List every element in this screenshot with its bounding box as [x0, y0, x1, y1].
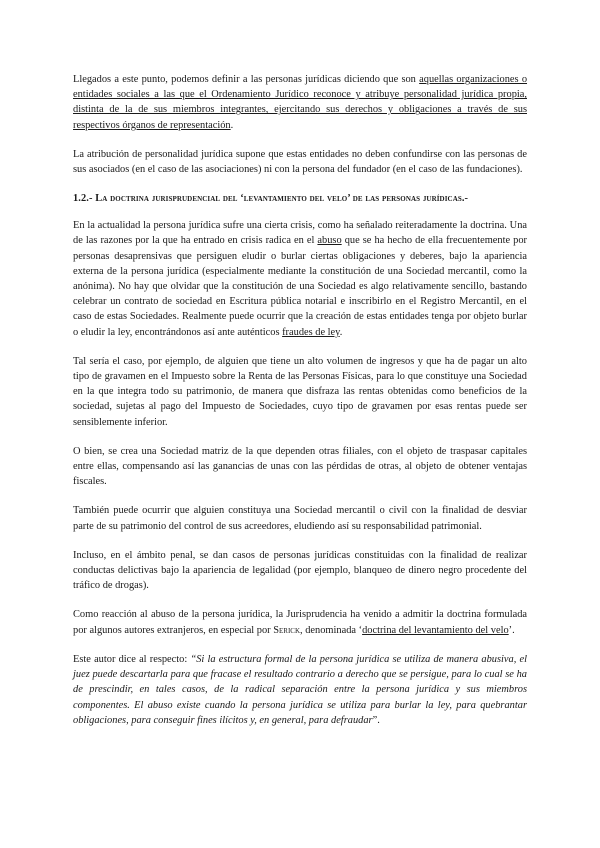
paragraph-crisis [73, 218, 527, 340]
section-number: 1.2.- [73, 193, 93, 205]
paragraph-definition [73, 72, 527, 133]
paragraph-example-matriz: O bien, se crea una Sociedad matriz de la que dependen otras filiales, con el objeto de traspasar capitales entre ellas, compensando así las ganancias de unas con las pérdidas de otras, al objeto de obtener ventajas fiscales. [73, 445, 527, 488]
text-span: Como reacción al abuso de la persona jurídica, la Jurisprudencia ha venido a admitir la doctrina formulada por algunos autores extranjeros, en especial por [73, 609, 527, 636]
document-body [73, 72, 527, 742]
underlined-definition: aquellas organizaciones o entidades sociales a las que el Ordenamiento Jurídico reconoce y atribuye personalidad jurídica propia, distinta de la de sus miembros integrantes, ejercitando sus derechos y obligaciones a través de sus respectivos órganos de representación [73, 74, 528, 131]
paragraph-attribution: La atribución de personalidad jurídica supone que estas entidades no deben confundirse con las personas de sus asociados (en el caso de las asociaciones) ni con la persona del fundador (en el caso de las fundaciones). [73, 148, 527, 176]
text-span: que se ha hecho de ella frecuentemente por personas desaprensivas que persiguen eludir o burlar ciertas obligaciones y deberes, bajo la apariencia externa de la persona jurídica (especialmente mediante la constitución de una Sociedad mercantil, como la anónima). No hay que olvidar que la constitución de una Sociedad es algo relativamente sencillo, bastando celebrar un contrato de sociedad en Escritura pública notarial e inscribirlo en el Registro Mercantil, en el caso de estas Sociedades. Realmente puede ocurrir que la creación de estas entidades tenga por objeto burlar o eludir la ley, encontrándonos así ante auténticos [73, 235, 528, 338]
section-heading [73, 191, 527, 206]
text-span: , denominada ‘ [300, 624, 363, 636]
text-span: ’. [508, 624, 515, 636]
text-span: . [230, 119, 234, 131]
paragraph-example-tax: Tal sería el caso, por ejemplo, de alguien que tiene un alto volumen de ingresos y que ha de pagar un alto tipo de gravamen en el Impuesto sobre la Renta de las Personas Físicas, para lo que constituye una Sociedad en la que integra todo su patrimonio, de manera que disfraza las rentas obtenidas como beneficios de la sociedad, sujetas al pago del Impuesto de Sociedades, cuyo tipo de gravamen por esas rentas puede ser sensiblemente inferior. [73, 355, 527, 428]
underlined-abuso: abuso [317, 235, 342, 247]
paragraph-doctrine [73, 607, 527, 637]
author-name: Serick [273, 624, 301, 636]
text-span: . [339, 326, 343, 338]
paragraph-example-penal: Incluso, en el ámbito penal, se dan casos de personas jurídicas constituidas con la finalidad de realizar conductas delictivas bajo la apariencia de legalidad (por ejemplo, blanqueo de dinero negro procedente del tráfico de drogas). [73, 549, 527, 592]
italic-quote: “Si la estructura formal de la persona jurídica se utiliza de manera abusiva, el juez puede descartarla para que fracase el resultado contrario a derecho que se persigue, para lo cual se ha de prescindir, en tales casos, de la radical separación entre la persona jurídica y sus miembros componentes. El abuso existe cuando la persona jurídica se utiliza para burlar la ley, para quebrantar obligaciones, para conseguir fines ilícitos y, en general, para defraudar [73, 653, 527, 726]
underlined-fraudes: fraudes de ley [282, 326, 340, 338]
text-span: En la actualidad la persona jurídica sufre una cierta crisis, como ha señalado reiteradamente la doctrina. Una de las razones por la que ha entrado en crisis radica en el [73, 220, 527, 247]
text-span: Llegados a este punto, podemos definir a las personas jurídicas diciendo que son [73, 74, 420, 85]
section-title: La doctrina jurisprudencial del ‘levantamiento del velo’ de las personas jurídicas.- [95, 193, 469, 205]
paragraph-example-creditors: También puede ocurrir que alguien constituya una Sociedad mercantil o civil con la finalidad de desviar parte de su patrimonio del control de sus acreedores, eludiendo así su responsabilidad patrimonial. [73, 505, 527, 532]
underlined-doctrine: doctrina del levantamiento del velo [362, 624, 509, 636]
text-span: ”. [372, 714, 380, 726]
text-span: Este autor dice al respecto: [73, 653, 191, 665]
paragraph-quote [73, 652, 527, 728]
